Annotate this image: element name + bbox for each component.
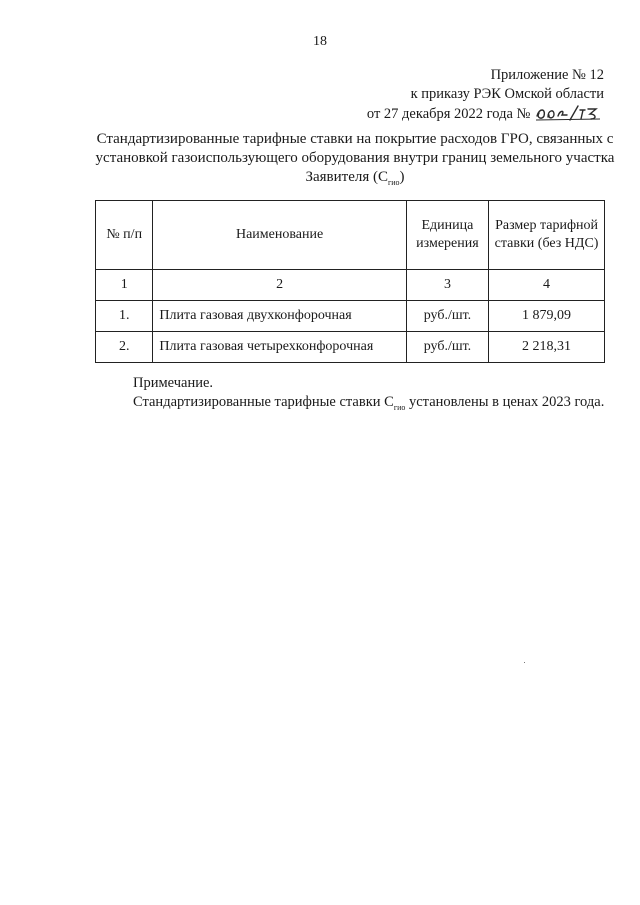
header-unit: Единица измерения <box>406 201 488 270</box>
appendix-title: Приложение № 12 <box>490 67 604 83</box>
scan-speck <box>524 662 525 663</box>
table-row <box>96 332 605 363</box>
note-section <box>95 374 610 417</box>
table-header-row <box>96 201 605 270</box>
note-title: Примечание. <box>133 375 214 391</box>
row-rate: 2 218,31 <box>489 332 605 363</box>
column-number: 3 <box>406 270 488 301</box>
column-number: 2 <box>153 270 406 301</box>
header-number: № п/п <box>96 201 153 270</box>
row-name: Плита газовая двухконфорочная <box>153 301 406 332</box>
header-name: Наименование <box>153 201 406 270</box>
row-rate: 1 879,09 <box>489 301 605 332</box>
table-column-numbers-row <box>96 270 605 301</box>
column-number: 4 <box>489 270 605 301</box>
row-unit: руб./шт. <box>406 301 488 332</box>
header-rate: Размер тарифной ставки (без НДС) <box>489 201 605 270</box>
table-row <box>96 301 605 332</box>
page-number: 18 <box>313 34 327 49</box>
appendix-header <box>367 66 604 124</box>
note-text: Стандартизированные тарифные ставки $С_{гио}$ установлены в ценах 2023 года. <box>133 394 605 412</box>
appendix-date: от 27 декабря 2022 года № <box>366 106 531 122</box>
appendix-order-reference: к приказу РЭК Омской области <box>410 86 604 102</box>
row-name: Плита газовая четырехконфорочная <box>153 332 406 363</box>
row-number: 1. <box>96 301 153 332</box>
appendix-date-line <box>367 104 604 124</box>
row-number: 2. <box>96 332 153 363</box>
handwritten-order-number <box>534 104 604 122</box>
column-number: 1 <box>96 270 153 301</box>
tariff-table <box>95 200 605 363</box>
document-title: Стандартизированные тарифные ставки на покрытие расходов ГРО, связанных с установкой газоиспользующего оборудования внутри границ земельного участка Заявителя $(С_{гио})$ <box>95 131 615 187</box>
row-unit: руб./шт. <box>406 332 488 363</box>
